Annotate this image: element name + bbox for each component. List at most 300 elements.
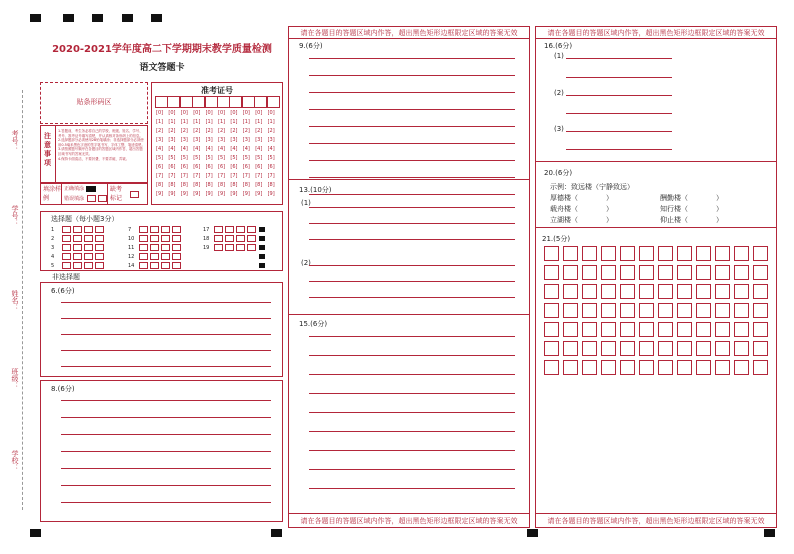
essay-cell[interactable] — [582, 246, 597, 261]
exam-digit-cell[interactable] — [217, 96, 230, 108]
choice-bubble[interactable] — [95, 226, 104, 233]
exam-digit-bubble[interactable]: [8] — [156, 182, 164, 188]
exam-digit-bubble[interactable]: [3] — [168, 137, 176, 143]
essay-cell[interactable] — [677, 246, 692, 261]
essay-cell[interactable] — [696, 284, 711, 299]
choice-bubble[interactable] — [84, 262, 93, 269]
essay-cell[interactable] — [677, 265, 692, 280]
choice-row[interactable] — [203, 235, 257, 242]
exam-digit-bubble[interactable]: [9] — [156, 191, 164, 197]
essay-cell[interactable] — [601, 360, 616, 375]
essay-cell[interactable] — [544, 341, 559, 356]
choice-bubble[interactable] — [225, 244, 234, 251]
exam-digit-bubble[interactable]: [1] — [180, 119, 188, 125]
exam-digit-bubble[interactable]: [9] — [168, 191, 176, 197]
answer-line[interactable] — [61, 468, 271, 469]
exam-digit-bubble[interactable]: [5] — [205, 155, 213, 161]
choice-bubble[interactable] — [161, 253, 170, 260]
exam-digit-bubble[interactable]: [6] — [267, 164, 275, 170]
exam-digit-bubble[interactable]: [7] — [255, 173, 263, 179]
choice-bubble[interactable] — [73, 235, 82, 242]
essay-cell[interactable] — [620, 341, 635, 356]
exam-digit-bubble[interactable]: [8] — [255, 182, 263, 188]
exam-digit-bubble[interactable]: [8] — [180, 182, 188, 188]
answer-line[interactable] — [309, 393, 515, 394]
exam-digit-bubble[interactable]: [6] — [180, 164, 188, 170]
answer-line[interactable] — [309, 177, 515, 178]
choice-bubble[interactable] — [214, 235, 223, 242]
choice-bubble[interactable] — [95, 262, 104, 269]
answer-line[interactable] — [61, 334, 271, 335]
essay-cell[interactable] — [677, 303, 692, 318]
exam-digit-bubble[interactable]: [2] — [218, 128, 226, 134]
exam-digit-bubble[interactable]: [4] — [180, 146, 188, 152]
exam-digit-bubble[interactable]: [6] — [168, 164, 176, 170]
essay-cell[interactable] — [715, 246, 730, 261]
exam-digit-bubble[interactable]: [4] — [168, 146, 176, 152]
exam-digit-bubble[interactable]: [1] — [205, 119, 213, 125]
essay-cell[interactable] — [658, 284, 673, 299]
essay-cell[interactable] — [582, 265, 597, 280]
exam-digit-bubble[interactable]: [9] — [267, 191, 275, 197]
exam-digit-bubble[interactable]: [1] — [156, 119, 164, 125]
choice-bubble[interactable] — [236, 235, 245, 242]
essay-cell[interactable] — [677, 322, 692, 337]
essay-cell[interactable] — [658, 360, 673, 375]
exam-digit-bubble[interactable]: [0] — [218, 110, 226, 116]
choice-row[interactable] — [128, 262, 182, 269]
exam-digit-bubble[interactable]: [5] — [255, 155, 263, 161]
essay-cell[interactable] — [563, 341, 578, 356]
essay-cell[interactable] — [696, 360, 711, 375]
essay-cell[interactable] — [696, 265, 711, 280]
choice-bubble[interactable] — [172, 262, 181, 269]
essay-cell[interactable] — [658, 322, 673, 337]
essay-cell[interactable] — [620, 322, 635, 337]
choice-bubble[interactable] — [73, 226, 82, 233]
answer-line[interactable] — [309, 412, 515, 413]
answer-line[interactable] — [309, 336, 515, 337]
essay-cell[interactable] — [696, 303, 711, 318]
exam-digit-cell[interactable] — [242, 96, 255, 108]
choice-bubble[interactable] — [95, 244, 104, 251]
essay-cell[interactable] — [544, 322, 559, 337]
essay-cell[interactable] — [658, 246, 673, 261]
answer-line[interactable] — [309, 126, 515, 127]
answer-line[interactable] — [309, 160, 515, 161]
choice-row[interactable] — [51, 262, 105, 269]
exam-digit-bubble[interactable]: [3] — [218, 137, 226, 143]
exam-digit-bubble[interactable]: [1] — [267, 119, 275, 125]
exam-digit-cell[interactable] — [254, 96, 267, 108]
essay-cell[interactable] — [734, 265, 749, 280]
essay-cell[interactable] — [753, 246, 768, 261]
essay-cell[interactable] — [620, 265, 635, 280]
exam-digit-cell[interactable] — [229, 96, 242, 108]
essay-cell[interactable] — [753, 322, 768, 337]
exam-digit-cell[interactable] — [205, 96, 218, 108]
choice-row[interactable] — [51, 253, 105, 260]
exam-digit-bubble[interactable]: [9] — [230, 191, 238, 197]
exam-digit-bubble[interactable]: [8] — [205, 182, 213, 188]
exam-digit-bubble[interactable]: [1] — [193, 119, 201, 125]
choice-bubble[interactable] — [84, 244, 93, 251]
essay-cell[interactable] — [639, 360, 654, 375]
essay-cell[interactable] — [582, 303, 597, 318]
answer-line[interactable] — [309, 207, 515, 208]
essay-cell[interactable] — [544, 284, 559, 299]
choice-row[interactable] — [51, 235, 105, 242]
exam-digit-bubble[interactable]: [6] — [193, 164, 201, 170]
exam-digit-bubble[interactable]: [2] — [267, 128, 275, 134]
exam-digit-bubble[interactable]: [5] — [230, 155, 238, 161]
choice-row[interactable] — [128, 235, 182, 242]
essay-cell[interactable] — [639, 303, 654, 318]
choice-row[interactable] — [128, 253, 182, 260]
choice-bubble[interactable] — [73, 244, 82, 251]
exam-digit-bubble[interactable]: [3] — [180, 137, 188, 143]
essay-cell[interactable] — [715, 360, 730, 375]
choice-bubble[interactable] — [139, 244, 148, 251]
essay-cell[interactable] — [658, 265, 673, 280]
exam-digit-bubble[interactable]: [4] — [267, 146, 275, 152]
choice-row[interactable] — [51, 226, 105, 233]
choice-bubble[interactable] — [225, 235, 234, 242]
exam-digit-bubble[interactable]: [9] — [255, 191, 263, 197]
exam-digit-bubble[interactable]: [7] — [242, 173, 250, 179]
answer-line[interactable] — [309, 92, 515, 93]
answer-line[interactable] — [309, 109, 515, 110]
exam-digit-bubble[interactable]: [8] — [193, 182, 201, 188]
choice-bubble[interactable] — [62, 253, 71, 260]
essay-cell[interactable] — [677, 284, 692, 299]
answer-line[interactable] — [309, 374, 515, 375]
exam-digit-bubble[interactable]: [9] — [205, 191, 213, 197]
essay-cell[interactable] — [601, 265, 616, 280]
exam-digit-bubble[interactable]: [6] — [242, 164, 250, 170]
choice-filled-mark — [259, 254, 265, 259]
choice-row[interactable] — [203, 226, 257, 233]
answer-line[interactable] — [309, 488, 515, 489]
answer-line[interactable] — [309, 194, 515, 195]
exam-digit-bubble[interactable]: [3] — [242, 137, 250, 143]
answer-line[interactable] — [309, 265, 515, 266]
essay-cell[interactable] — [620, 360, 635, 375]
essay-cell[interactable] — [696, 341, 711, 356]
choice-row[interactable] — [128, 244, 182, 251]
essay-cell[interactable] — [715, 322, 730, 337]
choice-bubble[interactable] — [161, 235, 170, 242]
choice-bubble[interactable] — [161, 262, 170, 269]
essay-cell[interactable] — [639, 265, 654, 280]
exam-digit-bubble[interactable]: [4] — [242, 146, 250, 152]
exam-digit-bubble[interactable]: [8] — [168, 182, 176, 188]
answer-line[interactable] — [309, 355, 515, 356]
exam-digit-bubble[interactable]: [0] — [267, 110, 275, 116]
essay-cell[interactable] — [753, 360, 768, 375]
exam-digit-bubble[interactable]: [0] — [180, 110, 188, 116]
essay-cell[interactable] — [753, 303, 768, 318]
exam-digit-bubble[interactable]: [6] — [156, 164, 164, 170]
exam-digit-bubble[interactable]: [5] — [168, 155, 176, 161]
choice-bubble[interactable] — [247, 235, 256, 242]
exam-digit-bubble[interactable]: [4] — [193, 146, 201, 152]
exam-digit-cell[interactable] — [192, 96, 205, 108]
missing-checkbox[interactable] — [130, 191, 139, 198]
essay-cell[interactable] — [563, 360, 578, 375]
exam-digit-bubble[interactable]: [8] — [242, 182, 250, 188]
choice-bubble[interactable] — [150, 253, 159, 260]
choice-bubble[interactable] — [150, 235, 159, 242]
essay-cell[interactable] — [582, 341, 597, 356]
choice-bubble[interactable] — [62, 226, 71, 233]
exam-digit-bubble[interactable]: [8] — [218, 182, 226, 188]
essay-cell[interactable] — [582, 284, 597, 299]
exam-digit-bubble[interactable]: [6] — [205, 164, 213, 170]
essay-cell[interactable] — [696, 322, 711, 337]
exam-digit-bubble[interactable]: [8] — [230, 182, 238, 188]
exam-digit-bubble[interactable]: [0] — [156, 110, 164, 116]
exam-digit-bubble[interactable]: [7] — [180, 173, 188, 179]
choice-bubble[interactable] — [236, 244, 245, 251]
exam-digit-bubble[interactable]: [7] — [218, 173, 226, 179]
exam-digit-bubble[interactable]: [5] — [180, 155, 188, 161]
choice-bubble[interactable] — [139, 235, 148, 242]
essay-cell[interactable] — [639, 322, 654, 337]
essay-cell[interactable] — [753, 265, 768, 280]
choice-bubble[interactable] — [172, 235, 181, 242]
exam-digit-bubble[interactable]: [1] — [255, 119, 263, 125]
choice-bubble[interactable] — [172, 226, 181, 233]
essay-cell[interactable] — [620, 284, 635, 299]
choice-bubble[interactable] — [172, 244, 181, 251]
exam-digit-bubble[interactable]: [7] — [230, 173, 238, 179]
answer-line[interactable] — [309, 450, 515, 451]
exam-digit-bubble[interactable]: [3] — [230, 137, 238, 143]
exam-digit-bubble[interactable]: [1] — [230, 119, 238, 125]
exam-digit-bubble[interactable]: [7] — [267, 173, 275, 179]
exam-digit-bubble[interactable]: [7] — [193, 173, 201, 179]
exam-digit-bubble[interactable]: [0] — [205, 110, 213, 116]
exam-digit-bubble[interactable]: [3] — [255, 137, 263, 143]
exam-digit-bubble[interactable]: [7] — [205, 173, 213, 179]
essay-cell[interactable] — [696, 246, 711, 261]
answer-line[interactable] — [309, 297, 515, 298]
answer-line[interactable] — [61, 451, 271, 452]
answer-line[interactable] — [61, 400, 271, 401]
choice-bubble[interactable] — [95, 253, 104, 260]
exam-digit-bubble[interactable]: [6] — [255, 164, 263, 170]
essay-cell[interactable] — [620, 246, 635, 261]
exam-digit-bubble[interactable]: [2] — [255, 128, 263, 134]
exam-digit-bubble[interactable]: [7] — [168, 173, 176, 179]
exam-digit-bubble[interactable]: [3] — [205, 137, 213, 143]
choice-bubble[interactable] — [214, 244, 223, 251]
essay-cell[interactable] — [582, 322, 597, 337]
essay-cell[interactable] — [677, 360, 692, 375]
choice-bubble[interactable] — [247, 226, 256, 233]
exam-digit-bubble[interactable]: [3] — [267, 137, 275, 143]
choice-bubble[interactable] — [236, 226, 245, 233]
essay-cell[interactable] — [639, 246, 654, 261]
exam-digit-bubble[interactable]: [4] — [205, 146, 213, 152]
essay-cell[interactable] — [658, 341, 673, 356]
exam-digit-bubble[interactable]: [6] — [218, 164, 226, 170]
exam-digit-bubble[interactable]: [9] — [180, 191, 188, 197]
essay-cell[interactable] — [734, 284, 749, 299]
exam-digit-cell[interactable] — [180, 96, 193, 108]
essay-cell[interactable] — [639, 284, 654, 299]
exam-digit-bubble[interactable]: [4] — [218, 146, 226, 152]
essay-cell[interactable] — [563, 265, 578, 280]
exam-digit-bubble[interactable]: [1] — [242, 119, 250, 125]
choice-bubble[interactable] — [139, 226, 148, 233]
essay-cell[interactable] — [639, 341, 654, 356]
essay-cell[interactable] — [601, 303, 616, 318]
answer-line[interactable] — [61, 318, 271, 319]
exam-digit-bubble[interactable]: [2] — [180, 128, 188, 134]
essay-cell[interactable] — [715, 265, 730, 280]
essay-cell[interactable] — [753, 341, 768, 356]
exam-digit-bubble[interactable]: [5] — [193, 155, 201, 161]
choice-row[interactable] — [128, 226, 182, 233]
answer-line[interactable] — [309, 75, 515, 76]
exam-digit-bubble[interactable]: [3] — [156, 137, 164, 143]
answer-line[interactable] — [61, 434, 271, 435]
essay-cell[interactable] — [563, 322, 578, 337]
choice-bubble[interactable] — [139, 262, 148, 269]
essay-cell[interactable] — [734, 360, 749, 375]
choice-bubble[interactable] — [139, 253, 148, 260]
answer-line[interactable] — [309, 143, 515, 144]
choice-row[interactable] — [51, 244, 105, 251]
exam-digit-bubble[interactable]: [5] — [242, 155, 250, 161]
exam-digit-bubble[interactable]: [5] — [156, 155, 164, 161]
exam-digit-cell[interactable] — [167, 96, 180, 108]
essay-cell[interactable] — [601, 284, 616, 299]
essay-cell[interactable] — [563, 246, 578, 261]
choice-bubble[interactable] — [62, 262, 71, 269]
exam-digit-cell[interactable] — [155, 96, 168, 108]
answer-line[interactable] — [61, 366, 271, 367]
q20-item: 立湖楼（ ） — [550, 216, 613, 224]
q6-box — [40, 282, 283, 377]
answer-line[interactable] — [309, 223, 515, 224]
exam-digit-bubble[interactable]: [5] — [218, 155, 226, 161]
exam-digit-bubble[interactable]: [0] — [255, 110, 263, 116]
essay-cell[interactable] — [544, 265, 559, 280]
essay-cell[interactable] — [715, 303, 730, 318]
exam-digit-bubble[interactable]: [9] — [193, 191, 201, 197]
exam-digit-bubble[interactable]: [4] — [255, 146, 263, 152]
choice-row[interactable] — [203, 244, 257, 251]
essay-cell[interactable] — [544, 303, 559, 318]
exam-digit-cell[interactable] — [267, 96, 280, 108]
choice-bubble[interactable] — [225, 226, 234, 233]
exam-digit-bubble[interactable]: [2] — [230, 128, 238, 134]
answer-line[interactable] — [309, 469, 515, 470]
exam-digit-bubble[interactable]: [4] — [156, 146, 164, 152]
answer-line[interactable] — [309, 58, 515, 59]
exam-digit-bubble[interactable]: [2] — [168, 128, 176, 134]
exam-digit-bubble[interactable]: [9] — [242, 191, 250, 197]
exam-digit-bubble[interactable]: [2] — [193, 128, 201, 134]
exam-digit-bubble[interactable]: [2] — [205, 128, 213, 134]
essay-cell[interactable] — [658, 303, 673, 318]
answer-line[interactable] — [309, 431, 515, 432]
essay-cell[interactable] — [601, 322, 616, 337]
choice-bubble[interactable] — [73, 262, 82, 269]
exam-digit-bubble[interactable]: [0] — [193, 110, 201, 116]
answer-line[interactable] — [61, 485, 271, 486]
essay-cell[interactable] — [734, 341, 749, 356]
choice-bubble[interactable] — [73, 253, 82, 260]
choice-bubble[interactable] — [161, 226, 170, 233]
answer-line[interactable] — [61, 350, 271, 351]
choice-bubble[interactable] — [150, 244, 159, 251]
answer-line[interactable] — [309, 281, 515, 282]
essay-cell[interactable] — [601, 246, 616, 261]
choice-bubble[interactable] — [161, 244, 170, 251]
essay-cell[interactable] — [544, 246, 559, 261]
choice-bubble[interactable] — [172, 253, 181, 260]
choice-bubble[interactable] — [247, 244, 256, 251]
exam-digit-bubble[interactable]: [5] — [267, 155, 275, 161]
choice-bubble[interactable] — [95, 235, 104, 242]
choice-bubble[interactable] — [62, 244, 71, 251]
exam-digit-bubble[interactable]: [6] — [230, 164, 238, 170]
answer-line[interactable] — [309, 239, 515, 240]
exam-digit-bubble[interactable]: [0] — [242, 110, 250, 116]
exam-digit-bubble[interactable]: [3] — [193, 137, 201, 143]
exam-digit-bubble[interactable]: [2] — [242, 128, 250, 134]
essay-cell[interactable] — [563, 303, 578, 318]
essay-cell[interactable] — [544, 360, 559, 375]
exam-digit-bubble[interactable]: [8] — [267, 182, 275, 188]
choice-bubble[interactable] — [150, 226, 159, 233]
exam-digit-bubble[interactable]: [7] — [156, 173, 164, 179]
choice-bubble[interactable] — [214, 226, 223, 233]
essay-cell[interactable] — [734, 246, 749, 261]
essay-cell[interactable] — [677, 341, 692, 356]
choice-bubble[interactable] — [84, 235, 93, 242]
essay-cell[interactable] — [601, 341, 616, 356]
exam-digit-bubble[interactable]: [9] — [218, 191, 226, 197]
exam-digit-bubble[interactable]: [0] — [168, 110, 176, 116]
essay-cell[interactable] — [715, 341, 730, 356]
essay-cell[interactable] — [753, 284, 768, 299]
choice-bubble[interactable] — [150, 262, 159, 269]
essay-cell[interactable] — [734, 303, 749, 318]
exam-digit-bubble[interactable]: [1] — [218, 119, 226, 125]
answer-line[interactable] — [61, 417, 271, 418]
answer-line[interactable] — [61, 502, 271, 503]
choice-bubble[interactable] — [62, 235, 71, 242]
essay-cell[interactable] — [582, 360, 597, 375]
exam-digit-bubble[interactable]: [0] — [230, 110, 238, 116]
q15-label: 15.(6分) — [299, 320, 328, 328]
exam-digit-bubble[interactable]: [1] — [168, 119, 176, 125]
essay-cell[interactable] — [563, 284, 578, 299]
essay-cell[interactable] — [715, 284, 730, 299]
exam-digit-bubble[interactable]: [2] — [156, 128, 164, 134]
essay-cell[interactable] — [620, 303, 635, 318]
answer-line[interactable] — [61, 302, 271, 303]
exam-digit-bubble[interactable]: [4] — [230, 146, 238, 152]
essay-cell[interactable] — [734, 322, 749, 337]
choice-bubble[interactable] — [84, 226, 93, 233]
choice-bubble[interactable] — [84, 253, 93, 260]
